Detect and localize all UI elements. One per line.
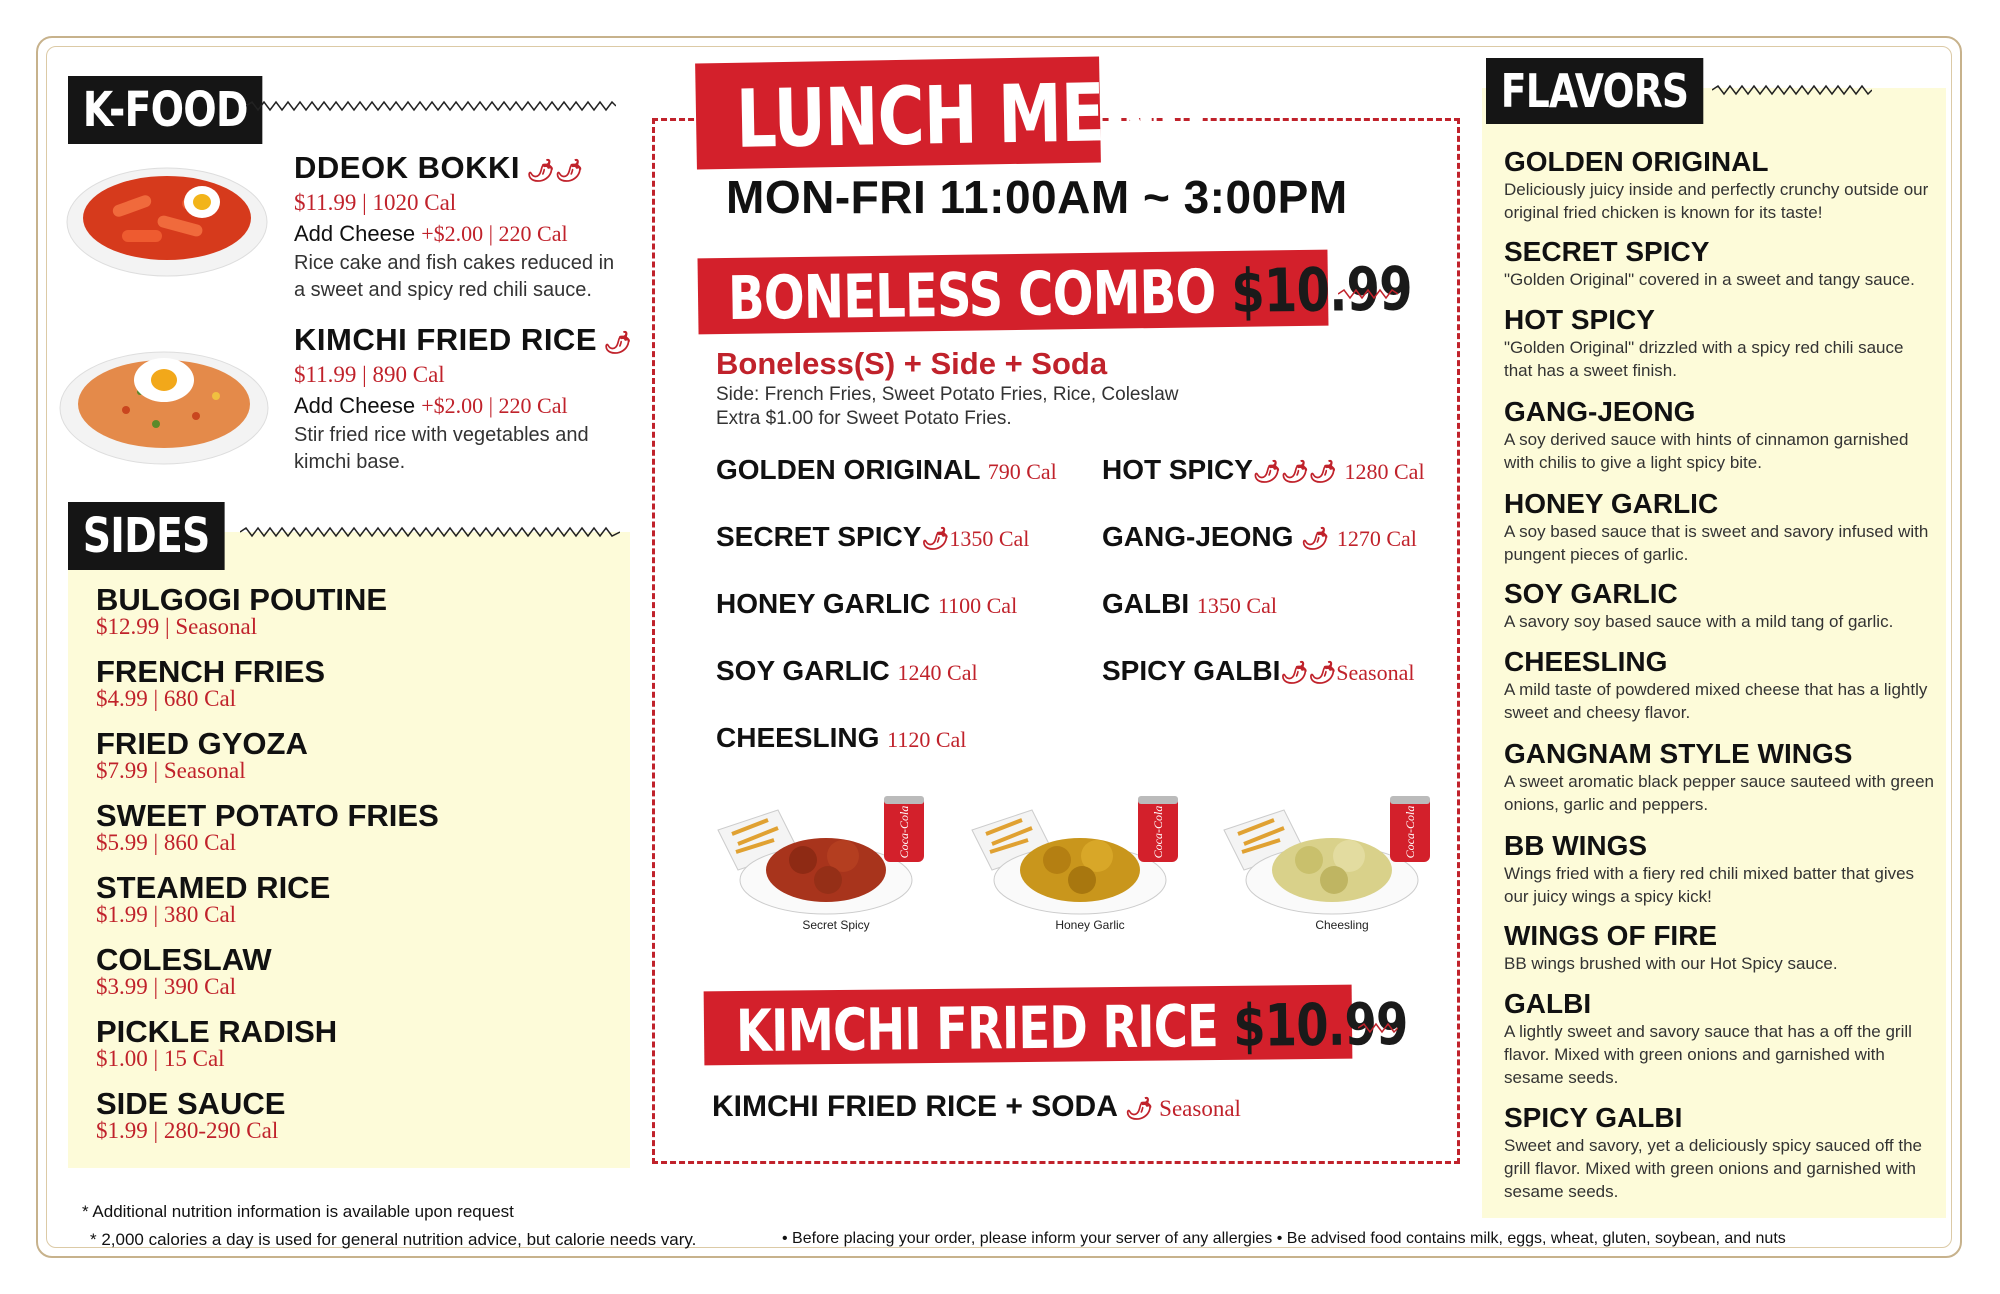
combo-flavor: GALBI 1350 Cal (1102, 588, 1277, 619)
side-item-name: SIDE SAUCE (96, 1086, 286, 1121)
flavor-name: GALBI (1504, 988, 1592, 1019)
kfood-item-addon: Add Cheese +$2.00 | 220 Cal (294, 393, 568, 418)
flavor-name: SECRET SPICY (1504, 236, 1710, 267)
combo-photo-label: Secret Spicy (802, 918, 870, 932)
combo-side-note: Side: French Fries, Sweet Potato Fries, Rice, Coleslaw (716, 384, 1179, 405)
flavor-name: GOLDEN ORIGINAL (1504, 146, 1769, 177)
boneless-combo-banner (698, 250, 1413, 335)
kimchi-fried-rice-banner (704, 985, 1408, 1066)
footnote: * 2,000 calories a day is used for general nutrition advice, but calorie needs vary. (90, 1230, 697, 1249)
zigzag-divider (246, 100, 616, 112)
flavor-desc: Deliciously juicy inside and perfectly crunchy outside our original fried chicken is known for its taste! (1504, 180, 1929, 222)
flavor-name: BB WINGS (1504, 830, 1648, 861)
chili-pepper-icon: 🌶🌶 (1280, 660, 1337, 685)
kimchi-fried-rice-photo (56, 340, 272, 470)
chili-pepper-icon: 🌶 (1301, 526, 1330, 551)
flavor-name: CHEESLING (1504, 646, 1668, 677)
side-item-price: $1.00 | 15 Cal (96, 1046, 225, 1071)
footnote: * Additional nutrition information is available upon request (82, 1202, 514, 1221)
flavor-desc: A savory soy based sauce with a mild tang of garlic. (1504, 612, 1894, 631)
kfood-item-addon: Add Cheese +$2.00 | 220 Cal (294, 221, 568, 246)
chili-pepper-icon: 🌶🌶 (519, 158, 584, 183)
flavor-desc: Wings fried with a fiery red chili mixed batter that gives our juicy wings a spicy kick! (1504, 864, 1915, 906)
kfood-item-name: DDEOK BOKKI 🌶🌶 (294, 150, 584, 185)
combo-subtitle: Boneless(S) + Side + Soda (716, 346, 1108, 381)
combo-flavor: HOT SPICY🌶🌶🌶 1280 Cal (1102, 454, 1425, 485)
flavor-desc: Sweet and savory, yet a deliciously spicy sauced off the grill flavor. Mixed with green onions and garnished with sesame seeds. (1504, 1136, 1922, 1201)
kfood-item-desc: Rice cake and fish cakes reduced in a sweet and spicy red chili sauce. (294, 252, 615, 301)
flavor-desc: A mild taste of powdered mixed cheese that has a lightly sweet and cheesy flavor. (1504, 680, 1928, 722)
soda-can-icon (1390, 796, 1430, 862)
zigzag-divider (1358, 1022, 1398, 1034)
svg-text:Coca-Cola: Coca-Cola (1403, 805, 1417, 859)
kfood-item-price: $11.99 | 1020 Cal (294, 190, 457, 215)
combo-photo-secret-spicy (708, 790, 934, 920)
side-item-name: FRIED GYOZA (96, 726, 308, 761)
combo-flavor: GOLDEN ORIGINAL 790 Cal (716, 454, 1057, 485)
kfood-item-name: KIMCHI FRIED RICE 🌶 (294, 322, 633, 357)
chili-pepper-icon: 🌶 (1125, 1096, 1160, 1121)
side-item-price: $5.99 | 860 Cal (96, 830, 237, 855)
allergy-note: • Before placing your order, please inform your server of any allergies • Be advised food contains milk, eggs, wheat, gluten, soybean, and nuts (782, 1230, 1786, 1247)
side-item-price: $1.99 | 280-290 Cal (96, 1118, 279, 1143)
kfr-combo-title: KIMCHI FRIED RICE (735, 992, 1219, 1066)
combo-flavor: SECRET SPICY🌶1350 Cal (716, 521, 1030, 552)
flavor-desc: A lightly sweet and savory sauce that has a off the grill flavor. Mixed with green onions and garnished with sesame seeds. (1504, 1022, 1912, 1087)
flavor-desc: "Golden Original" drizzled with a spicy red chili sauce that has a sweet finish. (1504, 338, 1904, 380)
flavor-name: WINGS OF FIRE (1504, 920, 1718, 951)
soda-can-icon (884, 796, 924, 862)
flavors-header: FLAVORS (1486, 58, 1703, 124)
side-item-name: PICKLE RADISH (96, 1014, 338, 1049)
combo-flavor: SOY GARLIC 1240 Cal (716, 655, 978, 686)
chili-pepper-icon: 🌶🌶🌶 (1252, 459, 1337, 484)
flavor-desc: A soy based sauce that is sweet and savory infused with pungent pieces of garlic. (1504, 522, 1929, 564)
kfood-item-price: $11.99 | 890 Cal (294, 362, 445, 387)
kfood-header: K-FOOD (68, 76, 262, 144)
kfr-combo-heading (736, 990, 1408, 1065)
combo-photo-honey-garlic (962, 790, 1188, 920)
svg-text:Coca-Cola: Coca-Cola (1151, 805, 1165, 859)
kfood-item-desc: Stir fried rice with vegetables and kimchi base. (294, 424, 589, 473)
soda-can-icon (1138, 796, 1178, 862)
kfr-combo-price: $10.99 (1232, 990, 1408, 1060)
lunch-menu-title: LUNCH MENU (735, 64, 1209, 166)
boneless-combo-heading (728, 254, 1413, 334)
combo-photo-cheesling (1214, 790, 1440, 920)
flavor-name: SPICY GALBI (1504, 1102, 1683, 1133)
chili-pepper-icon: 🌶 (921, 526, 950, 551)
combo-photo-label: Honey Garlic (1055, 918, 1125, 932)
side-item-name: COLESLAW (96, 942, 272, 977)
flavor-desc: "Golden Original" covered in a sweet and tangy sauce. (1504, 270, 1915, 289)
side-item-price: $3.99 | 390 Cal (96, 974, 237, 999)
side-item-price: $1.99 | 380 Cal (96, 902, 237, 927)
boneless-combo-price: $10.99 (1230, 254, 1413, 327)
side-item-price: $7.99 | Seasonal (96, 758, 246, 783)
flavor-name: GANGNAM STYLE WINGS (1504, 738, 1853, 769)
zigzag-divider (240, 526, 620, 538)
lunch-hours: MON-FRI 11:00AM ~ 3:00PM (726, 171, 1348, 223)
chili-pepper-icon: 🌶 (597, 330, 633, 355)
flavor-name: SOY GARLIC (1504, 578, 1678, 609)
flavor-desc: BB wings brushed with our Hot Spicy sauce. (1504, 954, 1838, 973)
combo-flavor: HONEY GARLIC 1100 Cal (716, 588, 1018, 619)
kfr-combo-line: KIMCHI FRIED RICE + SODA 🌶 Seasonal (712, 1090, 1241, 1123)
combo-flavor: SPICY GALBI🌶🌶Seasonal (1102, 655, 1415, 686)
svg-text:Coca-Cola: Coca-Cola (897, 805, 911, 859)
combo-flavor: CHEESLING 1120 Cal (716, 722, 967, 753)
flavor-desc: A soy derived sauce with hints of cinnamon garnished with chilis to give a light spicy bite. (1504, 430, 1909, 472)
combo-flavor: GANG-JEONG 🌶 1270 Cal (1102, 521, 1417, 552)
flavor-name: GANG-JEONG (1504, 396, 1696, 427)
combo-photo-label: Cheesling (1315, 918, 1369, 932)
lunch-menu-banner (695, 56, 1209, 169)
flavor-desc: A sweet aromatic black pepper sauce sauteed with green onions, garlic and peppers. (1504, 772, 1934, 814)
zigzag-divider (1712, 84, 1872, 96)
ddeok-bokki-photo (62, 160, 272, 280)
sides-header: SIDES (68, 502, 224, 570)
flavor-name: HOT SPICY (1504, 304, 1655, 335)
flavor-name: HONEY GARLIC (1504, 488, 1719, 519)
side-item-price: $12.99 | Seasonal (96, 614, 258, 639)
zigzag-divider (1338, 288, 1398, 300)
side-item-name: STEAMED RICE (96, 870, 331, 905)
side-item-name: SWEET POTATO FRIES (96, 798, 439, 833)
side-item-name: FRENCH FRIES (96, 654, 326, 689)
boneless-combo-title: BONELESS COMBO (727, 257, 1216, 334)
combo-extra-note: Extra $1.00 for Sweet Potato Fries. (716, 408, 1012, 429)
side-item-name: BULGOGI POUTINE (96, 582, 388, 617)
side-item-price: $4.99 | 680 Cal (96, 686, 237, 711)
